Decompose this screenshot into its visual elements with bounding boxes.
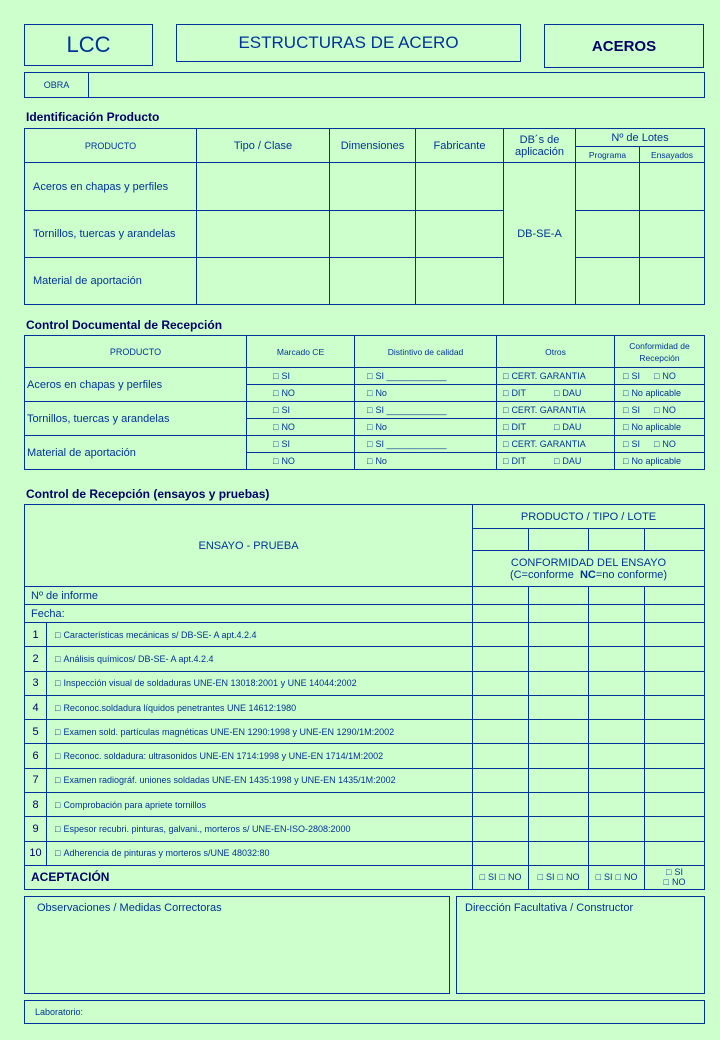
test-row xyxy=(25,744,705,768)
test-result-cell[interactable] xyxy=(529,647,589,671)
test-result-cell[interactable] xyxy=(645,793,705,817)
test-result-cell[interactable] xyxy=(529,720,589,744)
doc-col-producto: PRODUCTO xyxy=(25,336,247,368)
test-result-cell[interactable] xyxy=(645,695,705,719)
direccion-label: Dirección Facultativa / Constructor xyxy=(465,902,634,914)
test-result-cell[interactable] xyxy=(529,817,589,841)
test-description: □ Análisis químicos/ DB-SE- A apt.4.2.4 xyxy=(47,647,473,671)
test-result-cell[interactable] xyxy=(645,623,705,647)
direccion-panel[interactable] xyxy=(456,896,705,994)
col-tipo: Tipo / Clase xyxy=(197,129,330,163)
test-row xyxy=(25,647,705,671)
test-result-cell[interactable] xyxy=(473,647,529,671)
test-result-cell[interactable] xyxy=(473,671,529,695)
test-result-cell[interactable] xyxy=(589,744,645,768)
aceptacion-cell[interactable]: □ SI□ NO xyxy=(589,865,645,889)
test-row xyxy=(25,695,705,719)
product-name: Material de aportación xyxy=(25,258,197,305)
conformidad-legend: (C=conforme NC=no conforme) xyxy=(509,568,668,581)
doc-col-conformidad: Conformidad de Recepción xyxy=(615,336,705,368)
aceptacion-cell[interactable]: □ SI □ NO xyxy=(645,865,705,889)
table-row xyxy=(25,258,705,305)
section-recepcion: Control de Recepción (ensayos y pruebas) xyxy=(26,487,270,501)
table-row: Tornillos, tuercas y arandelas □ SI □ SI ____________ □ CERT. GARANTIA □ SI□ NO xyxy=(25,402,705,419)
test-result-cell[interactable] xyxy=(589,817,645,841)
test-row xyxy=(25,793,705,817)
test-number: 3 xyxy=(25,671,47,695)
test-description: □ Espesor recubri. pinturas, galvani., morteros s/ UNE-EN-ISO-2808:2000 xyxy=(47,817,473,841)
test-result-cell[interactable] xyxy=(529,623,589,647)
test-description: □ Reconoc.soldadura líquidos penetrantes UNE 14612:1980 xyxy=(47,695,473,719)
test-number: 7 xyxy=(25,768,47,792)
test-result-cell[interactable] xyxy=(589,841,645,865)
ensayo-header: ENSAYO - PRUEBA xyxy=(25,505,473,587)
col-lotes: Nº de Lotes xyxy=(576,129,705,147)
section-documental: Control Documental de Recepción xyxy=(26,318,223,332)
test-number: 8 xyxy=(25,793,47,817)
test-result-cell[interactable] xyxy=(645,647,705,671)
test-result-cell[interactable] xyxy=(529,744,589,768)
test-result-cell[interactable] xyxy=(589,768,645,792)
test-result-cell[interactable] xyxy=(473,841,529,865)
test-number: 10 xyxy=(25,841,47,865)
test-result-cell[interactable] xyxy=(473,793,529,817)
test-description: □ Examen sold. partículas magnéticas UNE-EN 1290:1998 y UNE-EN 1290/1M:2002 xyxy=(47,720,473,744)
test-number: 2 xyxy=(25,647,47,671)
doc-product-name: Aceros en chapas y perfiles xyxy=(25,368,247,402)
test-description: □ Reconoc. soldadura: ultrasonidos UNE-EN 1714:1998 y UNE-EN 1714/1M:2002 xyxy=(47,744,473,768)
test-result-cell[interactable] xyxy=(473,744,529,768)
col-db: DB´s de aplicación xyxy=(504,129,576,163)
test-result-cell[interactable] xyxy=(589,623,645,647)
test-row xyxy=(25,841,705,865)
informe-label: Nº de informe xyxy=(25,587,473,605)
col-dimensiones: Dimensiones xyxy=(330,129,416,163)
test-result-cell[interactable] xyxy=(473,695,529,719)
test-description: □ Inspección visual de soldaduras UNE-EN 13018:2001 y UNE 14044:2002 xyxy=(47,671,473,695)
category-label: ACEROS xyxy=(544,24,704,68)
test-result-cell[interactable] xyxy=(529,768,589,792)
col-fabricante: Fabricante xyxy=(416,129,504,163)
test-result-cell[interactable] xyxy=(645,744,705,768)
test-result-cell[interactable] xyxy=(589,647,645,671)
doc-col-distintivo: Distintivo de calidad xyxy=(355,336,497,368)
test-result-cell[interactable] xyxy=(645,671,705,695)
conformidad-header: CONFORMIDAD DEL ENSAYO (C=conforme NC=no conforme) xyxy=(473,551,705,587)
recepcion-table xyxy=(24,504,705,890)
test-result-cell[interactable] xyxy=(589,720,645,744)
producto-tipo-lote-header: PRODUCTO / TIPO / LOTE xyxy=(473,505,705,529)
observaciones-label: Observaciones / Medidas Correctoras xyxy=(37,902,222,914)
test-result-cell[interactable] xyxy=(645,841,705,865)
test-row xyxy=(25,817,705,841)
table-row: Aceros en chapas y perfiles □ SI □ SI ____________ □ CERT. GARANTIA □ SI□ NO xyxy=(25,368,705,385)
test-result-cell[interactable] xyxy=(589,695,645,719)
table-row xyxy=(25,211,705,258)
identificacion-table xyxy=(24,128,705,305)
laboratorio-label: Laboratorio: xyxy=(35,1007,84,1017)
test-row xyxy=(25,720,705,744)
col-programa: Programa xyxy=(576,147,640,163)
obra-field[interactable] xyxy=(89,73,705,98)
product-name: Aceros en chapas y perfiles xyxy=(25,163,197,211)
observaciones-panel[interactable] xyxy=(24,896,450,994)
test-result-cell[interactable] xyxy=(529,671,589,695)
test-number: 6 xyxy=(25,744,47,768)
table-row: Material de aportación □ SI □ SI ____________ □ CERT. GARANTIA □ SI□ NO xyxy=(25,436,705,453)
test-description: □ Características mecánicas s/ DB-SE- A apt.4.2.4 xyxy=(47,623,473,647)
obra-label: OBRA xyxy=(25,73,89,98)
logo: LCC xyxy=(24,24,153,66)
db-value: DB-SE-A xyxy=(504,163,576,305)
test-result-cell[interactable] xyxy=(589,671,645,695)
product-name: Tornillos, tuercas y arandelas xyxy=(25,211,197,258)
laboratorio-panel[interactable] xyxy=(24,1000,705,1024)
test-row xyxy=(25,671,705,695)
document-title: ESTRUCTURAS DE ACERO xyxy=(176,24,521,62)
fecha-label: Fecha: xyxy=(25,605,473,623)
test-description: □ Comprobación para apriete tornillos xyxy=(47,793,473,817)
test-result-cell[interactable] xyxy=(529,841,589,865)
doc-product-name: Tornillos, tuercas y arandelas xyxy=(25,402,247,436)
test-number: 1 xyxy=(25,623,47,647)
test-result-cell[interactable] xyxy=(473,720,529,744)
test-result-cell[interactable] xyxy=(645,720,705,744)
test-row xyxy=(25,768,705,792)
table-row xyxy=(25,163,705,211)
test-result-cell[interactable] xyxy=(529,695,589,719)
col-producto: PRODUCTO xyxy=(25,129,197,163)
aceptacion-cell[interactable]: □ SI□ NO xyxy=(529,865,589,889)
test-result-cell[interactable] xyxy=(645,768,705,792)
doc-col-otros: Otros xyxy=(497,336,615,368)
test-row xyxy=(25,623,705,647)
doc-product-name: Material de aportación xyxy=(25,436,247,470)
documental-table: PRODUCTO Marcado CE Distintivo de calidad Otros Conformidad de Recepción Aceros en chapas y perfiles □ SI □ SI ____________ □ CERT. GARANTIA □ SI□ NO □ NO □ No □ DIT□ DAU □ No aplicable Tornillos, tuercas y arandelas □ SI □ SI ____________ □ CERT. GARANTIA □ SI□ NO □ NO □ No □ DIT□ DAU □ No aplicable Material de aportación □ SI □ SI ____________ □ CERT. GARANTIA □ SI□ NO □ NO □ No □ DIT□ DAU □ No aplicable xyxy=(24,335,705,470)
obra-table xyxy=(24,72,705,98)
test-result-cell[interactable] xyxy=(473,768,529,792)
col-ensayados: Ensayados xyxy=(640,147,705,163)
aceptacion-cell[interactable]: □ SI□ NO xyxy=(473,865,529,889)
test-description: □ Examen radiográf. uniones soldadas UNE-EN 1435:1998 y UNE-EN 1435/1M:2002 xyxy=(47,768,473,792)
section-identificacion: Identificación Producto xyxy=(26,110,160,124)
test-description: □ Adherencia de pinturas y morteros s/UNE 48032:80 xyxy=(47,841,473,865)
test-result-cell[interactable] xyxy=(529,793,589,817)
aceptacion-row xyxy=(25,865,705,889)
doc-col-marcado: Marcado CE xyxy=(247,336,355,368)
test-number: 9 xyxy=(25,817,47,841)
test-result-cell[interactable] xyxy=(473,623,529,647)
test-result-cell[interactable] xyxy=(589,793,645,817)
test-result-cell[interactable] xyxy=(473,817,529,841)
test-number: 5 xyxy=(25,720,47,744)
test-result-cell[interactable] xyxy=(645,817,705,841)
aceptacion-label: ACEPTACIÓN xyxy=(25,865,473,889)
test-number: 4 xyxy=(25,695,47,719)
